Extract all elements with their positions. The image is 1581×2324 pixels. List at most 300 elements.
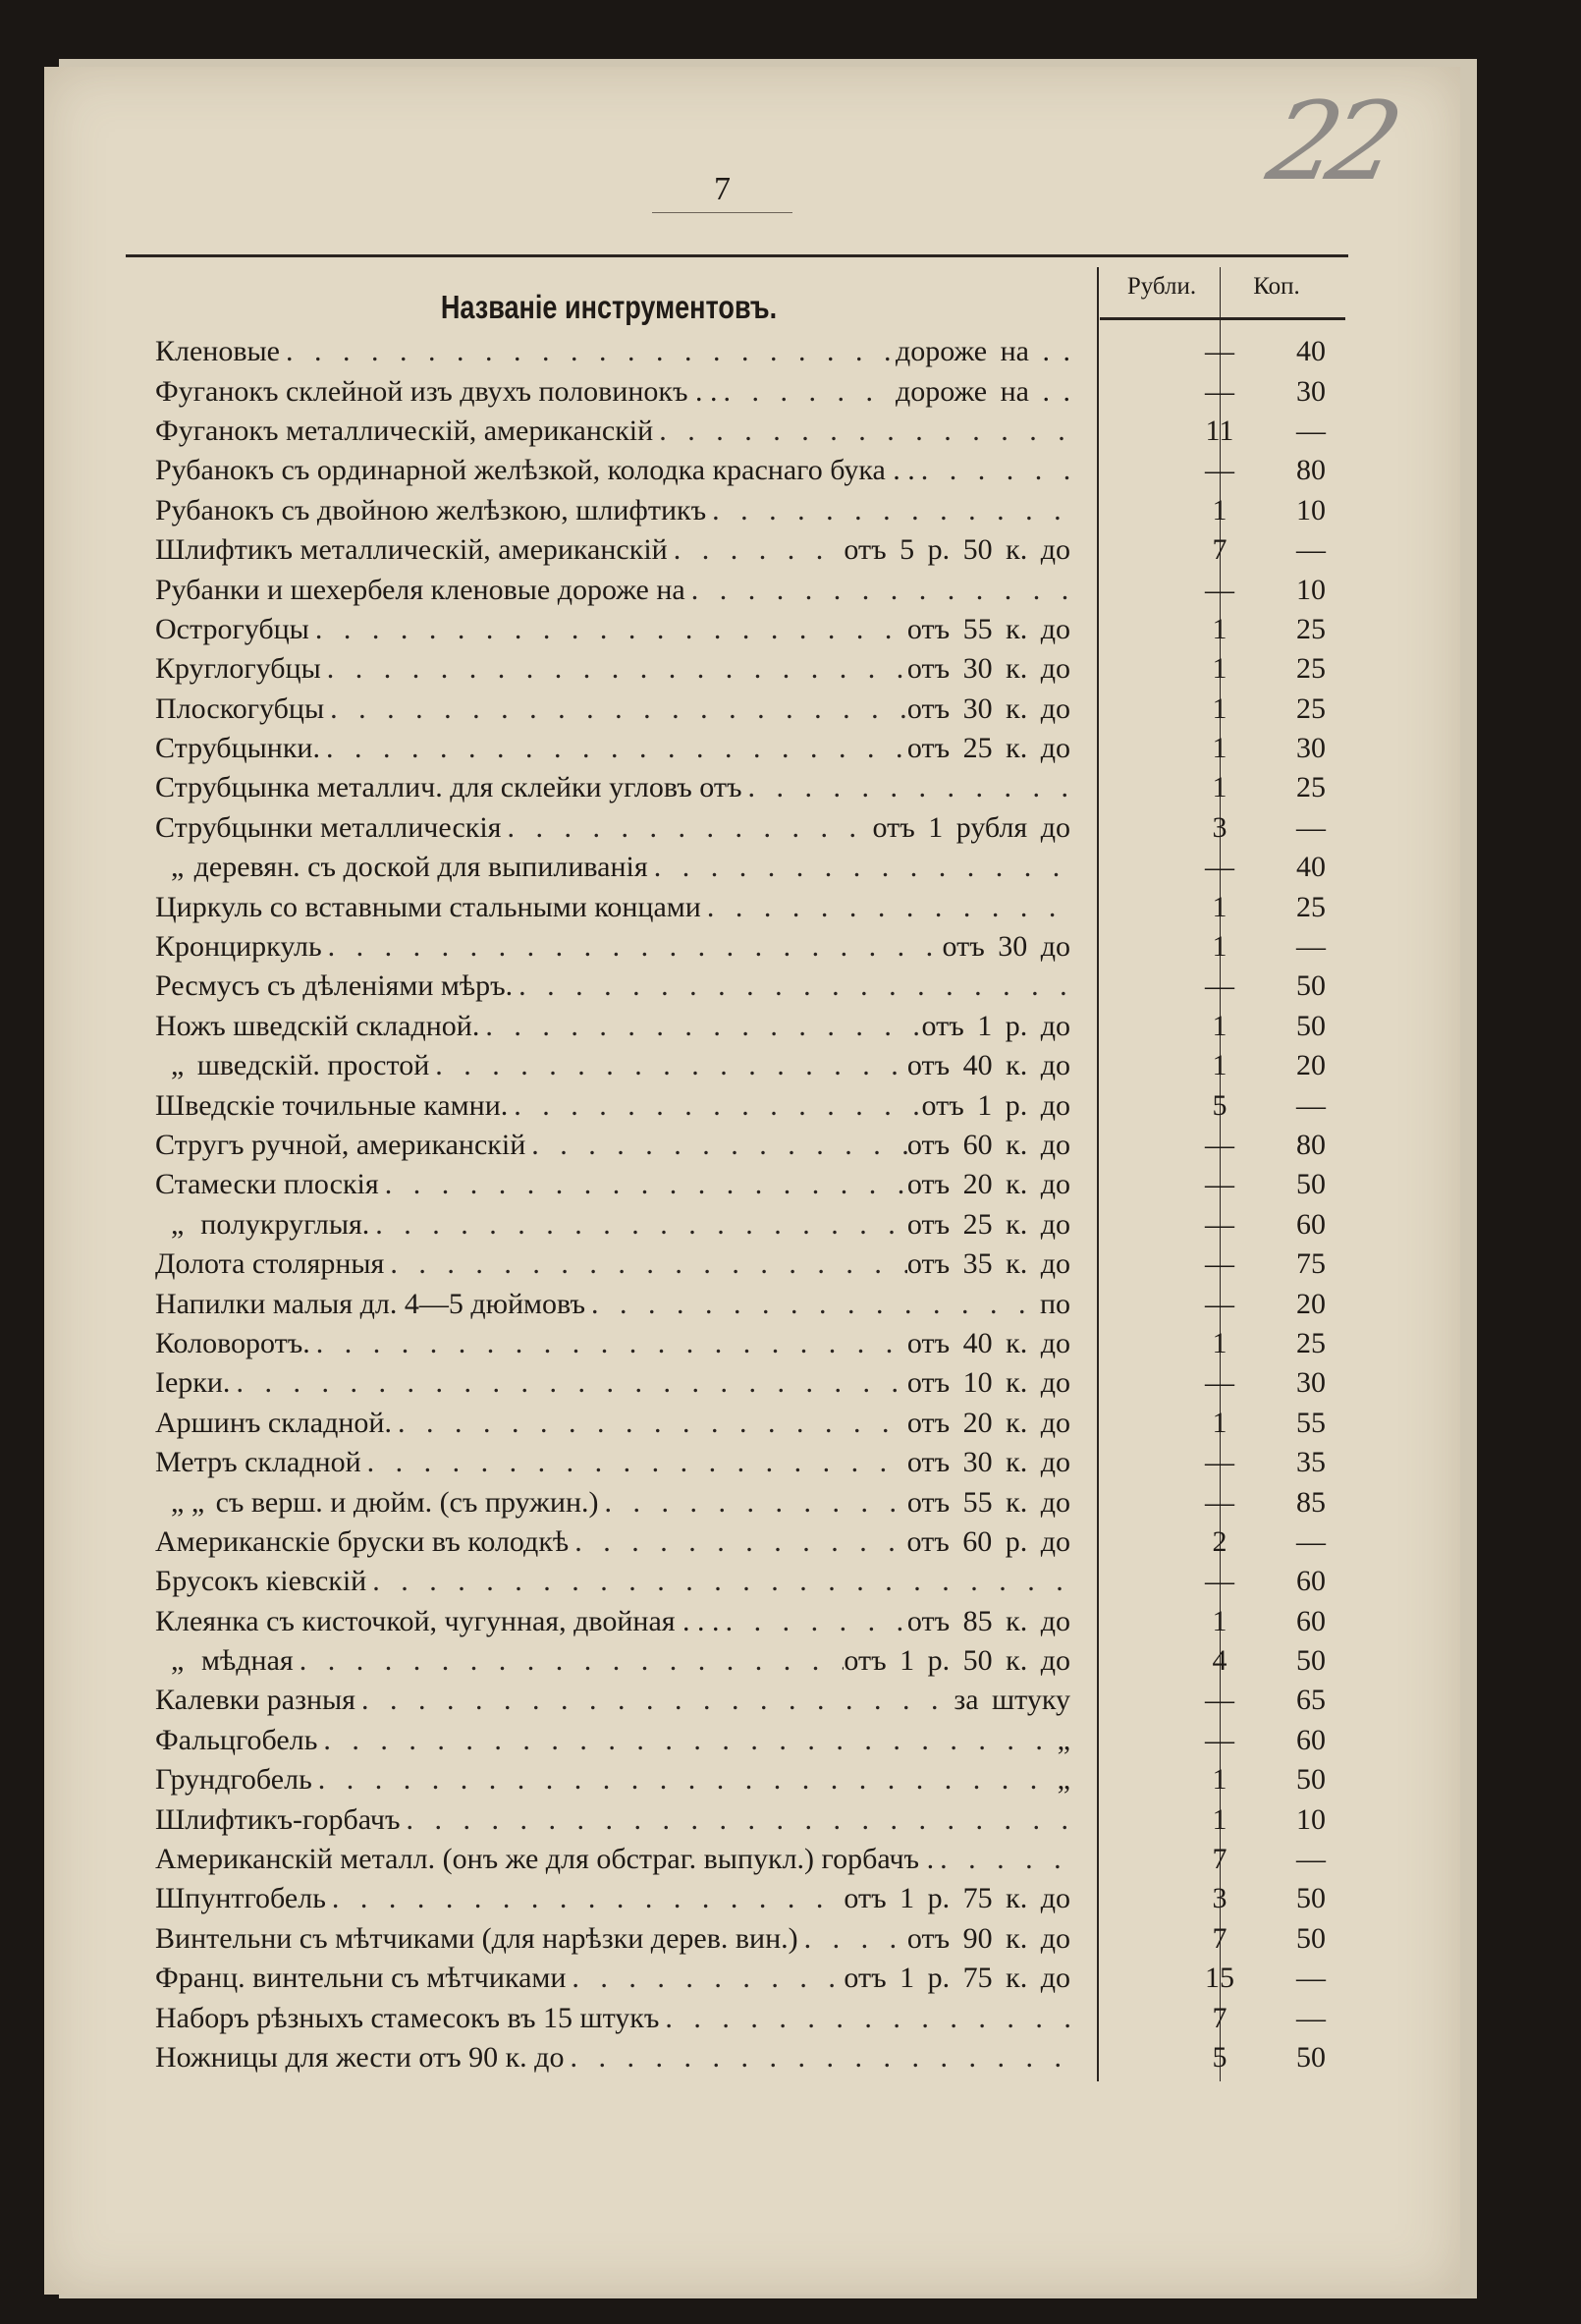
- table-row: [155, 1245, 1373, 1284]
- item-cell: [155, 969, 1070, 1003]
- item-name: Плоскогубцы: [155, 692, 325, 725]
- dot-leader: [701, 891, 1070, 924]
- item-name: Іерки.: [155, 1366, 231, 1400]
- page-number: [652, 171, 792, 214]
- rubles-value: —: [1205, 1247, 1234, 1281]
- kopecks-value: —: [1296, 414, 1326, 447]
- price-range: отъ 30 до: [942, 930, 1070, 964]
- rubles-value: 5: [1212, 1088, 1227, 1122]
- item-cell: [155, 891, 1070, 924]
- price-range: отъ 30 к. до: [906, 1446, 1070, 1479]
- price-list: [155, 332, 1373, 2077]
- item-cell: [155, 1327, 1070, 1360]
- kopecks-value: 80: [1296, 454, 1326, 487]
- dot-leader: [280, 335, 896, 368]
- table-row: [155, 1602, 1373, 1641]
- item-name: Фуганокъ склейной изъ двухъ половинокъ . .: [155, 374, 718, 408]
- kopecks-value: —: [1296, 533, 1326, 567]
- ditto-mark: „: [171, 1207, 185, 1241]
- item-cell: [155, 1208, 1070, 1242]
- item-name: Фуганокъ металлическій, американскій: [155, 414, 654, 447]
- rubles-value: —: [1205, 1565, 1234, 1598]
- rubles-value: 1: [1212, 1406, 1227, 1439]
- dot-leader: [326, 1882, 845, 1915]
- dot-leader: [685, 574, 1070, 607]
- kopecks-value: 30: [1296, 374, 1326, 408]
- table-row: [155, 1324, 1373, 1363]
- dot-leader: [355, 1684, 954, 1717]
- item-cell: [155, 1605, 1070, 1638]
- item-cell: [155, 1525, 1070, 1559]
- rubles-value: 5: [1212, 2040, 1227, 2074]
- price-range: по: [1039, 1287, 1070, 1320]
- item-name: Кленовые: [155, 335, 280, 368]
- kopecks-value: 55: [1296, 1406, 1326, 1439]
- dot-leader: [317, 1724, 1057, 1757]
- rubles-value: —: [1205, 374, 1234, 408]
- rubles-value: 1: [1212, 1009, 1227, 1042]
- table-row: [155, 1879, 1373, 1918]
- item-name: Ресмусъ съ дѣленіями мѣръ.: [155, 969, 514, 1003]
- dot-leader: [310, 1327, 907, 1360]
- item-cell: [155, 1565, 1070, 1598]
- rubles-value: 3: [1212, 1882, 1227, 1915]
- item-name: Острогубцы: [155, 612, 309, 645]
- item-name: Стругъ ручной, американскій: [155, 1129, 526, 1161]
- kopecks-value: 30: [1296, 1366, 1326, 1400]
- kopecks-value: 30: [1296, 732, 1326, 765]
- table-row: [155, 1443, 1373, 1482]
- page-number-rule: [652, 212, 792, 213]
- column-header-kopecks: Коп.: [1253, 273, 1300, 300]
- table-title: Названіе инструментовъ.: [440, 289, 778, 325]
- rubles-value: —: [1205, 1287, 1234, 1320]
- item-cell: [155, 613, 1070, 646]
- item-name: Шлифтикъ металлическій, американскій: [155, 533, 668, 567]
- dot-leader: [659, 2002, 1070, 2035]
- item-cell: [155, 1882, 1070, 1915]
- item-name: Рубанокъ съ ординарной желѣзкой, колодка краснаго бука . .: [155, 454, 915, 487]
- dot-leader: [429, 1049, 907, 1082]
- item-cell: [155, 1644, 1070, 1678]
- kopecks-value: 80: [1296, 1129, 1326, 1161]
- item-name: Аршинъ складной.: [155, 1406, 392, 1439]
- table-row: [155, 1205, 1373, 1245]
- table-row: [155, 1799, 1373, 1839]
- rubles-value: —: [1205, 1366, 1234, 1400]
- rubles-value: 7: [1212, 2001, 1227, 2034]
- kopecks-value: 75: [1296, 1247, 1326, 1281]
- item-name: Фальцгобель: [155, 1723, 318, 1756]
- item-name: полукруглыя.: [200, 1207, 370, 1241]
- item-name: съ верш. и дюйм. (съ пружин.): [215, 1485, 599, 1519]
- kopecks-value: 50: [1296, 1921, 1326, 1955]
- item-name: Метръ складной: [155, 1446, 361, 1479]
- item-name: Брусокъ кіевскій: [155, 1565, 367, 1598]
- price-range: отъ 55 к. до: [906, 1485, 1070, 1519]
- item-name: Наборъ рѣзныхъ стамесокъ въ 15 штукъ: [155, 2001, 660, 2034]
- kopecks-value: 25: [1296, 612, 1326, 645]
- price-range: отъ 40 к. до: [906, 1326, 1070, 1359]
- item-name: Круглогубцы: [155, 652, 321, 686]
- item-cell: [155, 1486, 1070, 1520]
- price-range: отъ 1 рубля до: [872, 810, 1070, 844]
- table-row: [155, 610, 1373, 649]
- kopecks-value: 25: [1296, 1326, 1326, 1359]
- item-name: Калевки разныя: [155, 1684, 355, 1717]
- price-range: дороже на . .: [895, 374, 1070, 408]
- item-name: Клеянка съ кисточкой, чугунная, двойная . . .: [155, 1604, 720, 1637]
- rubles-value: —: [1205, 573, 1234, 606]
- rubles-value: —: [1205, 1168, 1234, 1201]
- kopecks-value: 10: [1296, 493, 1326, 526]
- table-row: [155, 1641, 1373, 1681]
- rubles-value: —: [1205, 1446, 1234, 1479]
- rubles-value: 7: [1212, 533, 1227, 567]
- table-row: [155, 848, 1373, 887]
- item-name: Коловоротъ.: [155, 1326, 310, 1359]
- rubles-value: —: [1205, 1723, 1234, 1756]
- item-cell: [155, 1129, 1070, 1162]
- rubles-value: 7: [1212, 1843, 1227, 1876]
- dot-leader: [320, 732, 907, 765]
- price-range: отъ 1 р. 75 к. до: [844, 1962, 1070, 1995]
- price-range: дороже на . .: [895, 335, 1070, 368]
- table-row: [155, 1681, 1373, 1720]
- item-cell: [155, 574, 1070, 607]
- item-cell: [155, 771, 1070, 804]
- rubles-value: 1: [1212, 493, 1227, 526]
- rubles-value: —: [1205, 1207, 1234, 1241]
- rubles-value: —: [1205, 335, 1234, 368]
- dot-leader: [599, 1486, 907, 1520]
- rubles-value: 1: [1212, 1049, 1227, 1082]
- price-range: отъ 60 к. до: [906, 1129, 1070, 1161]
- kopecks-value: 65: [1296, 1684, 1326, 1717]
- price-range: отъ 25 к. до: [906, 732, 1070, 765]
- table-row: [155, 1085, 1373, 1125]
- kopecks-value: 40: [1296, 851, 1326, 884]
- table-row: [155, 2038, 1373, 2077]
- price-range: отъ 1 р. 75 к. до: [844, 1882, 1070, 1915]
- kopecks-value: 85: [1296, 1485, 1326, 1519]
- item-cell: [155, 2041, 1070, 2075]
- table-row: [155, 332, 1373, 371]
- kopecks-value: 25: [1296, 890, 1326, 923]
- rubles-value: 1: [1212, 771, 1227, 804]
- price-range: отъ 1 р. до: [921, 1088, 1070, 1122]
- dot-leader: [322, 930, 943, 964]
- kopecks-value: 50: [1296, 1882, 1326, 1915]
- dot-leader: [312, 1763, 1058, 1797]
- price-range: отъ 30 к. до: [906, 652, 1070, 686]
- rubles-value: 1: [1212, 1326, 1227, 1359]
- table-row: [155, 1482, 1373, 1522]
- rubles-value: 7: [1212, 1921, 1227, 1955]
- rubles-value: 1: [1212, 1763, 1227, 1797]
- item-cell: [155, 415, 1070, 448]
- dot-leader: [706, 494, 1070, 527]
- page-number-text: 7: [714, 171, 731, 207]
- item-name: Рубанокъ съ двойною желѣзкою, шлифтикъ: [155, 493, 707, 526]
- item-name: Стамески плоскія: [155, 1168, 379, 1201]
- price-range: отъ 30 к. до: [906, 692, 1070, 725]
- dot-leader: [653, 415, 1070, 448]
- rubles-value: —: [1205, 1684, 1234, 1717]
- table-row: [155, 1363, 1373, 1403]
- item-cell: [155, 1803, 1070, 1837]
- kopecks-value: 20: [1296, 1049, 1326, 1082]
- table-row: [155, 1919, 1373, 1959]
- table-row: [155, 1959, 1373, 1998]
- item-cell: [155, 732, 1070, 765]
- price-range: отъ 1 р. до: [921, 1009, 1070, 1042]
- dot-leader: [508, 1089, 921, 1123]
- table-row: [155, 1046, 1373, 1085]
- table-row: [155, 967, 1373, 1006]
- ditto-mark: „ „: [171, 1485, 205, 1519]
- dot-leader: [361, 1446, 907, 1479]
- dot-leader: [230, 1366, 906, 1400]
- rubles-value: 1: [1212, 930, 1227, 964]
- rubles-value: —: [1205, 851, 1234, 884]
- dot-leader: [479, 1010, 921, 1043]
- item-name: деревян. съ доской для выпиливанія: [193, 851, 648, 884]
- item-cell: [155, 1049, 1070, 1082]
- item-name: Струбцынки металлическія: [155, 810, 502, 844]
- item-name: Винтельни съ мѣтчиками (для нарѣзки дерев. вин.): [155, 1921, 798, 1955]
- dot-leader: [717, 375, 895, 409]
- rubles-value: 1: [1212, 1604, 1227, 1637]
- table-row: [155, 1760, 1373, 1799]
- item-name: Струбцынка металлич. для склейки угловъ отъ: [155, 771, 742, 804]
- price-range: отъ 90 к. до: [906, 1921, 1070, 1955]
- rubles-value: —: [1205, 1129, 1234, 1161]
- item-name: Шпунтгобель: [155, 1882, 326, 1915]
- dot-leader: [668, 533, 845, 567]
- item-cell: [155, 1763, 1070, 1797]
- table-row: [155, 1840, 1373, 1879]
- dot-leader: [742, 771, 1070, 804]
- dot-leader: [309, 613, 907, 646]
- handwritten-folio-number: 22: [1258, 79, 1403, 204]
- table-row: [155, 1126, 1373, 1165]
- dot-leader: [294, 1644, 845, 1678]
- price-range: отъ 25 к. до: [906, 1207, 1070, 1241]
- item-name: шведскій. простой: [196, 1049, 430, 1082]
- rubles-value: 1: [1212, 732, 1227, 765]
- price-range: отъ 20 к. до: [906, 1406, 1070, 1439]
- kopecks-value: 50: [1296, 1009, 1326, 1042]
- kopecks-value: 60: [1296, 1723, 1326, 1756]
- kopecks-value: —: [1296, 2001, 1326, 2034]
- kopecks-value: 60: [1296, 1604, 1326, 1637]
- kopecks-value: —: [1296, 1962, 1326, 1995]
- kopecks-value: 25: [1296, 692, 1326, 725]
- rubles-value: 15: [1205, 1962, 1234, 1995]
- price-range: отъ 20 к. до: [906, 1168, 1070, 1201]
- table-row: [155, 1998, 1373, 2037]
- dot-leader: [401, 1803, 1070, 1837]
- dot-leader: [384, 1247, 907, 1281]
- item-name: Шведскіе точильные камни.: [155, 1088, 509, 1122]
- table-row: [155, 1007, 1373, 1046]
- table-row: [155, 1721, 1373, 1760]
- dot-leader: [321, 652, 907, 686]
- table-row: [155, 491, 1373, 530]
- dot-leader: [525, 1129, 907, 1162]
- item-cell: [155, 335, 1070, 368]
- rubles-value: 1: [1212, 890, 1227, 923]
- header-rule: [1100, 317, 1345, 320]
- table-row: [155, 690, 1373, 729]
- kopecks-value: 60: [1296, 1207, 1326, 1241]
- kopecks-value: 50: [1296, 969, 1326, 1003]
- dot-leader: [915, 454, 1070, 487]
- item-cell: [155, 930, 1070, 964]
- dot-leader: [366, 1565, 1070, 1598]
- table-row: [155, 371, 1373, 411]
- rubles-value: 2: [1212, 1524, 1227, 1558]
- rubles-value: 1: [1212, 692, 1227, 725]
- dot-leader: [798, 1922, 907, 1956]
- item-cell: [155, 2002, 1070, 2035]
- kopecks-value: —: [1296, 1524, 1326, 1558]
- item-name: Американскіе бруски въ колодкѣ: [155, 1524, 570, 1558]
- kopecks-value: 40: [1296, 335, 1326, 368]
- table-row: [155, 729, 1373, 768]
- item-name: Долота столярныя: [155, 1247, 385, 1281]
- ditto-mark: „: [171, 1049, 185, 1082]
- kopecks-value: 60: [1296, 1565, 1326, 1598]
- dot-leader: [502, 811, 873, 845]
- table-row: [155, 1522, 1373, 1562]
- price-range: отъ 1 р. 50 к. до: [844, 1644, 1070, 1678]
- table-row: [155, 1165, 1373, 1204]
- item-cell: [155, 1288, 1070, 1321]
- table-row: [155, 768, 1373, 807]
- dot-leader: [566, 1962, 844, 1995]
- dot-leader: [369, 1208, 907, 1242]
- kopecks-value: 50: [1296, 2040, 1326, 2074]
- item-cell: [155, 1446, 1070, 1479]
- kopecks-value: 10: [1296, 1802, 1326, 1836]
- rubles-value: 1: [1212, 652, 1227, 686]
- item-cell: [155, 1724, 1070, 1757]
- item-cell: [155, 652, 1070, 686]
- ditto-mark: „: [171, 1644, 185, 1678]
- item-cell: [155, 692, 1070, 726]
- table-row: [155, 451, 1373, 490]
- item-cell: [155, 1843, 1070, 1876]
- table-row: [155, 412, 1373, 451]
- dot-leader: [720, 1605, 907, 1638]
- dot-leader: [585, 1288, 1040, 1321]
- kopecks-value: 25: [1296, 652, 1326, 686]
- rubles-value: 1: [1212, 1802, 1227, 1836]
- price-range: отъ 60 р. до: [906, 1524, 1070, 1558]
- item-name: Ножъ шведскій складной.: [155, 1009, 480, 1042]
- item-name: Ножницы для жести отъ 90 к. до: [155, 2040, 565, 2074]
- kopecks-value: —: [1296, 930, 1326, 964]
- rubles-value: 1: [1212, 612, 1227, 645]
- item-cell: [155, 375, 1070, 409]
- price-range: за штуку: [954, 1684, 1070, 1717]
- kopecks-value: 35: [1296, 1446, 1326, 1479]
- kopecks-value: 10: [1296, 573, 1326, 606]
- price-range: отъ 5 р. 50 к. до: [844, 533, 1070, 567]
- dot-leader: [324, 692, 907, 726]
- kopecks-value: 50: [1296, 1644, 1326, 1678]
- item-name: Шлифтикъ-горбачъ: [155, 1802, 401, 1836]
- kopecks-value: 20: [1296, 1287, 1326, 1320]
- rubles-value: 3: [1212, 810, 1227, 844]
- dot-leader: [569, 1525, 906, 1559]
- dot-leader: [392, 1407, 907, 1440]
- ditto-mark: „: [171, 851, 185, 884]
- table-row: [155, 649, 1373, 689]
- price-range: отъ 55 к. до: [906, 612, 1070, 645]
- item-name: Рубанки и шехербеля кленовые дороже на: [155, 573, 685, 606]
- rubles-value: —: [1205, 969, 1234, 1003]
- kopecks-value: 50: [1296, 1168, 1326, 1201]
- item-name: Кронциркуль: [155, 930, 322, 964]
- rubles-value: 4: [1212, 1644, 1227, 1678]
- item-name: Американскій металл. (онъ же для обстраг. выпукл.) горбачъ .: [155, 1843, 935, 1876]
- table-row: [155, 530, 1373, 570]
- column-header-rubles: Рубли.: [1126, 273, 1197, 300]
- item-cell: [155, 454, 1070, 487]
- dot-leader: [564, 2041, 1070, 2075]
- dot-leader: [379, 1168, 907, 1201]
- item-cell: [155, 1684, 1070, 1717]
- price-range: отъ 40 к. до: [906, 1049, 1070, 1082]
- table-row: [155, 570, 1373, 609]
- item-cell: [155, 1010, 1070, 1043]
- rubles-value: —: [1205, 454, 1234, 487]
- kopecks-value: 25: [1296, 771, 1326, 804]
- kopecks-value: —: [1296, 1088, 1326, 1122]
- dot-leader: [513, 969, 1070, 1003]
- price-range: „: [1057, 1723, 1070, 1756]
- item-cell: [155, 1089, 1070, 1123]
- item-name: Франц. винтельни съ мѣтчиками: [155, 1962, 567, 1995]
- item-name: Струбцынки.: [155, 732, 320, 765]
- item-cell: [155, 494, 1070, 527]
- kopecks-value: —: [1296, 810, 1326, 844]
- kopecks-value: —: [1296, 1843, 1326, 1876]
- dot-leader: [934, 1843, 1070, 1876]
- item-name: Циркуль со вставными стальными концами: [155, 890, 701, 923]
- item-cell: [155, 1168, 1070, 1201]
- item-name: Напилки малыя дл. 4—5 дюймовъ: [155, 1287, 585, 1320]
- dot-leader: [648, 851, 1070, 884]
- kopecks-value: 50: [1296, 1763, 1326, 1797]
- item-cell: [155, 1407, 1070, 1440]
- table-top-rule: [126, 254, 1348, 257]
- table-row: [155, 808, 1373, 848]
- table-row: [155, 1404, 1373, 1443]
- item-cell: [155, 851, 1070, 884]
- price-range: отъ 35 к. до: [906, 1247, 1070, 1281]
- price-range: отъ 85 к. до: [906, 1604, 1070, 1637]
- rubles-value: —: [1205, 1485, 1234, 1519]
- item-cell: [155, 1962, 1070, 1995]
- item-name: мѣдная: [201, 1644, 294, 1678]
- item-cell: [155, 811, 1070, 845]
- item-cell: [155, 533, 1070, 567]
- item-cell: [155, 1366, 1070, 1400]
